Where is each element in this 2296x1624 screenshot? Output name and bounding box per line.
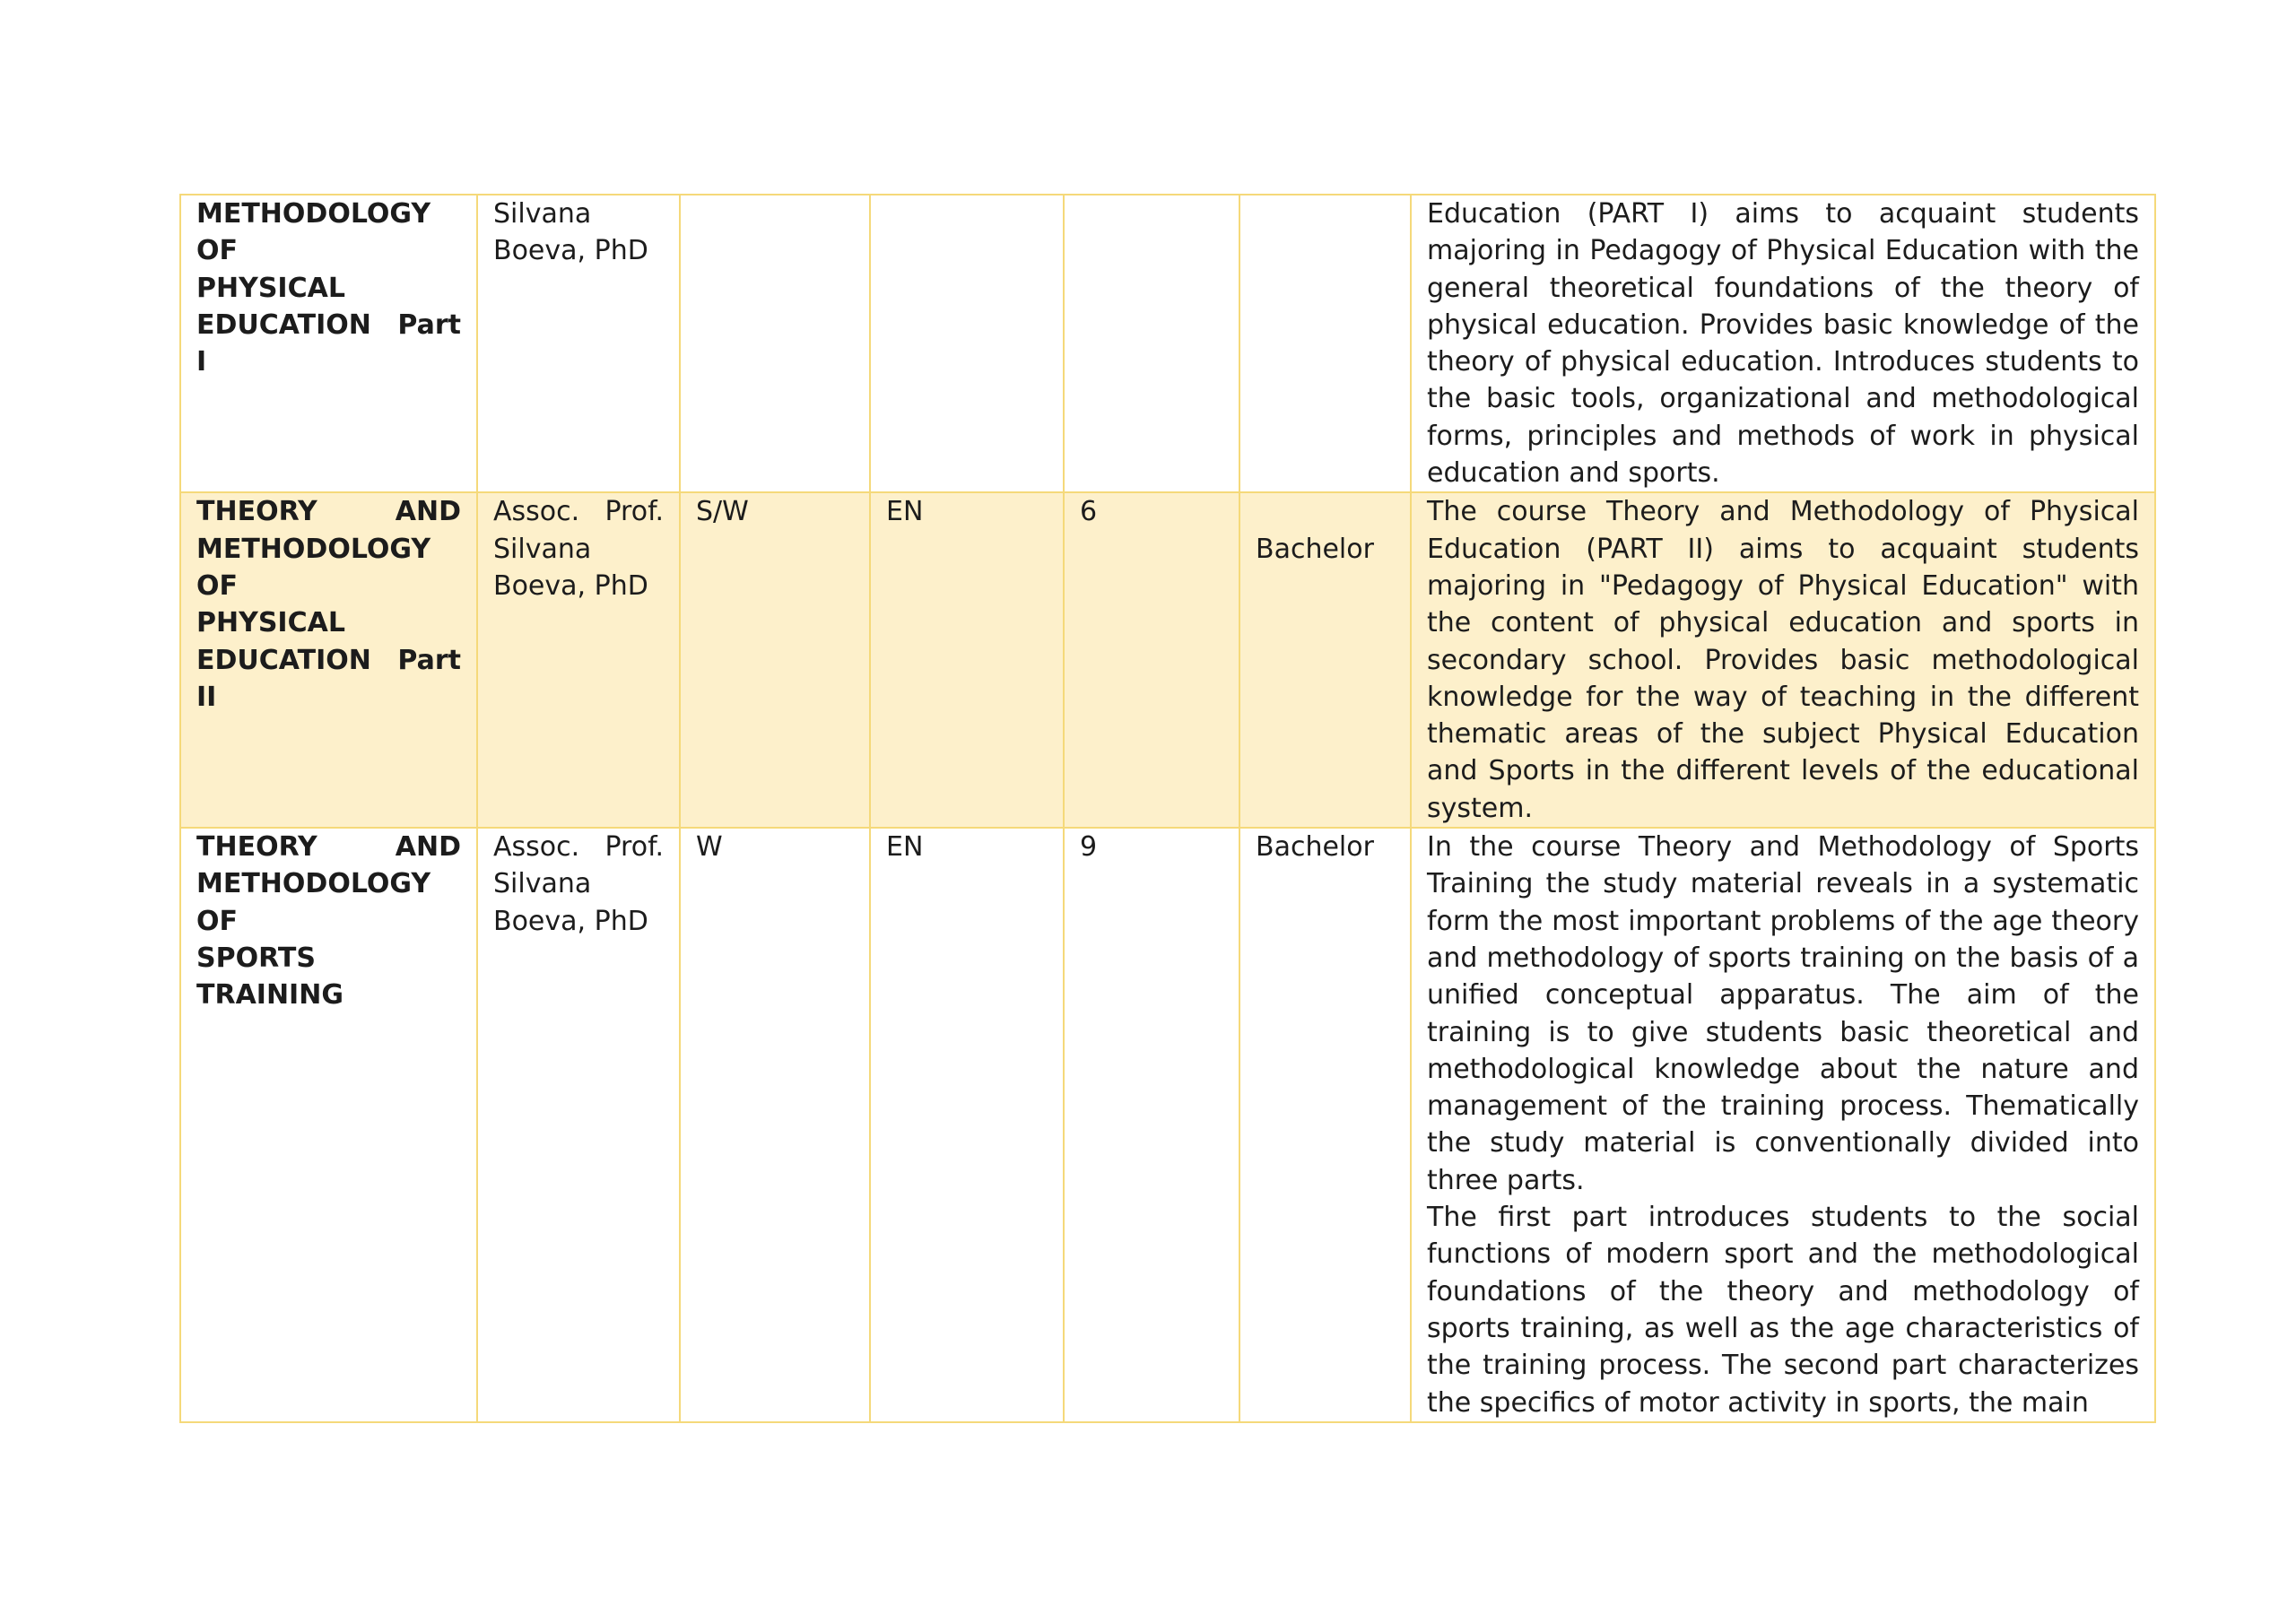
table-row: [180, 492, 2155, 828]
instructor-line: Boeva, PhD: [493, 235, 648, 267]
degree-spacer: [1256, 493, 1395, 530]
course-title-line: SPORTS TRAINING: [196, 942, 344, 1012]
course-title-line: THEORY AND: [196, 831, 461, 864]
description-paragraph: In the course Theory and Methodology of Sports Training the study material reveals in a systematic form the most important problems of the age theory and methodology of sports training on the basis of a unified conceptual apparatus. The aim of the training is to give students basic theoretical and methodological knowledge about the nature and management of the training process. Thematically the study material is conventionally divided into three parts.: [1427, 831, 2139, 1196]
description-paragraph: The course Theory and Methodology of Physical Education (PART II) aims to acquaint students majoring in "Pedagogy of Physical Education" with the content of physical education and sports in secondary school. Provides basic methodological knowledge for the way of teaching in the different thematic areas of the subject Physical Education and Sports in the different levels of the educational system.: [1427, 496, 2139, 824]
instructor-line: Silvana: [493, 868, 592, 900]
course-title-line: PHYSICAL: [196, 272, 345, 304]
credits-cell: 9: [1064, 828, 1239, 1422]
language-cell: EN: [870, 492, 1064, 828]
course-title-line: THEORY AND: [196, 496, 461, 528]
instructor-line: Boeva, PhD: [493, 569, 648, 602]
course-title-line: METHODOLOGY OF: [196, 868, 431, 937]
course-title-line: PHYSICAL: [196, 607, 345, 639]
semester-cell: [680, 195, 870, 492]
instructor-cell: [477, 195, 680, 492]
language-cell: EN: [870, 828, 1064, 1422]
course-title-line: METHODOLOGY OF: [196, 533, 431, 602]
instructor-cell: [477, 828, 680, 1422]
description-cell: [1411, 195, 2155, 492]
course-title-line: EDUCATION Part I: [196, 308, 461, 378]
degree-cell: [1239, 492, 1411, 828]
semester-cell: S/W: [680, 492, 870, 828]
table-row: [180, 195, 2155, 492]
description-paragraph: The first part introduces students to the social functions of modern sport and the methodological foundations of the theory and methodology of sports training, as well as the age characteristics of the training process. The second part characterizes the specifics of motor activity in sports, the main: [1427, 1202, 2139, 1419]
instructor-line: Assoc. Prof.: [493, 496, 664, 528]
course-title-cell: [180, 492, 477, 828]
description-cell: [1411, 828, 2155, 1422]
credits-cell: 6: [1064, 492, 1239, 828]
language-cell: [870, 195, 1064, 492]
description-paragraph: Education (PART I) aims to acquaint students majoring in Pedagogy of Physical Education with the general theoretical foundations of the theory of physical education. Provides basic knowledge of the theory of physical education. Introduces students to the basic tools, organizational and methodological forms, principles and methods of work in physical education and sports.: [1427, 198, 2139, 490]
degree-cell: Bachelor: [1239, 828, 1411, 1422]
degree-value: Bachelor: [1256, 533, 1374, 565]
credits-cell: [1064, 195, 1239, 492]
course-title-line: METHODOLOGY OF: [196, 198, 431, 267]
instructor-line: Silvana: [493, 198, 592, 230]
instructor-line: Boeva, PhD: [493, 905, 648, 937]
course-title-line: EDUCATION Part II: [196, 644, 461, 713]
course-title-cell: [180, 195, 477, 492]
semester-cell: W: [680, 828, 870, 1422]
instructor-line: Assoc. Prof.: [493, 831, 664, 864]
degree-cell: [1239, 195, 1411, 492]
course-table: [179, 194, 2156, 1423]
course-title-cell: [180, 828, 477, 1422]
instructor-line: Silvana: [493, 533, 592, 565]
instructor-cell: [477, 492, 680, 828]
table-row: [180, 828, 2155, 1422]
description-cell: [1411, 492, 2155, 828]
